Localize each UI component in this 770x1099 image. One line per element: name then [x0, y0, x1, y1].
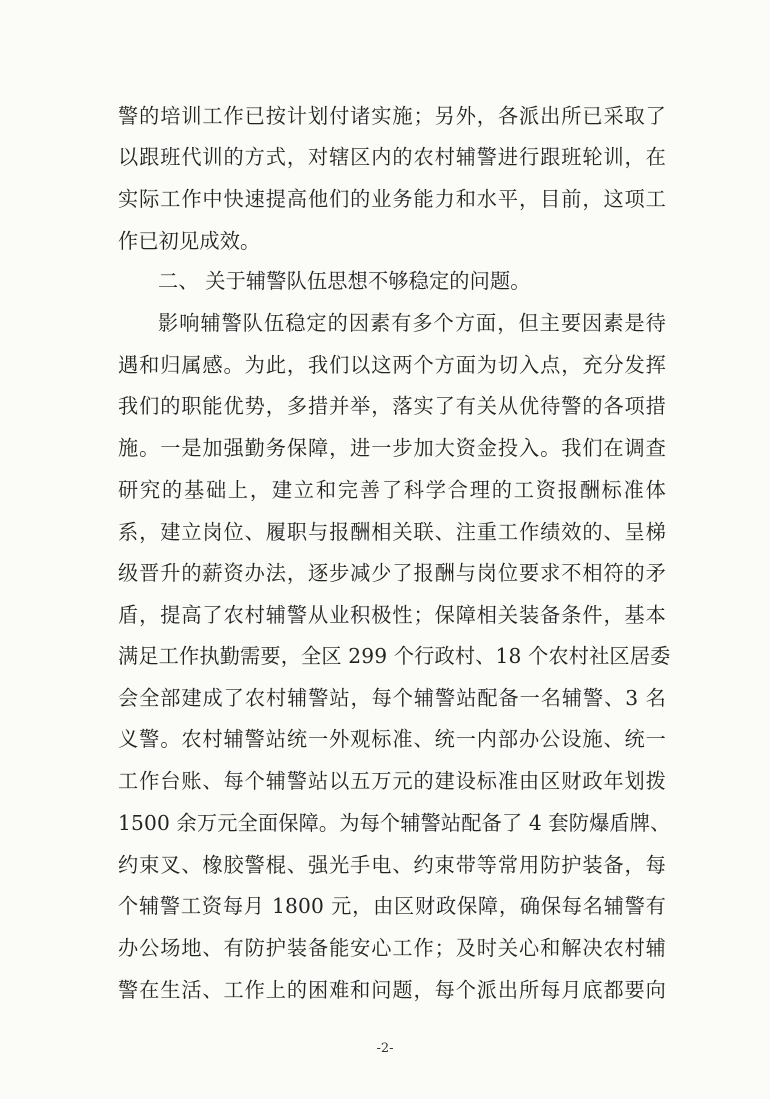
section-heading: 二、 关于辅警队伍思想不够稳定的问题。 — [158, 269, 531, 293]
paragraph-first-line: 影响辅警队伍稳定的因素有多个方面，但主要因素是待 — [158, 311, 666, 335]
body-text-line: 警的培训工作已按计划付诸实施；另外，各派出所已采取了 — [118, 104, 666, 128]
body-text-line: 会全部建成了农村辅警站，每个辅警站配备一名辅警、3 名 — [118, 686, 666, 710]
body-text-line: 办公场地、有防护装备能安心工作；及时关心和解决农村辅 — [118, 936, 666, 960]
body-text-line: 研究的基础上，建立和完善了科学合理的工资报酬标准体 — [118, 478, 666, 502]
body-text-line: 遇和归属感。为此，我们以这两个方面为切入点，充分发挥 — [118, 353, 666, 377]
body-text-line: 工作台账、每个辅警站以五万元的建设标准由区财政年划拨 — [118, 769, 666, 793]
body-text-line: 作已初见成效。 — [118, 229, 261, 253]
body-text-line: 满足工作执勤需要，全区 299 个行政村、18 个农村社区居委 — [118, 644, 671, 668]
body-text-line: 施。一是加强勤务保障，进一步加大资金投入。我们在调查 — [118, 436, 666, 460]
body-text-line: 级晋升的薪资办法，逐步减少了报酬与岗位要求不相符的矛 — [118, 561, 666, 585]
body-text-line: 以跟班代训的方式，对辖区内的农村辅警进行跟班轮训，在 — [118, 145, 666, 169]
body-text-line: 实际工作中快速提高他们的业务能力和水平，目前，这项工 — [118, 187, 666, 211]
body-text-line: 盾，提高了农村辅警从业积极性；保障相关装备条件，基本 — [118, 603, 666, 627]
body-text-line: 警在生活、工作上的困难和问题，每个派出所每月底都要向 — [118, 978, 666, 1002]
body-text-line: 我们的职能优势，多措并举，落实了有关从优待警的各项措 — [118, 394, 666, 418]
body-text-line: 个辅警工资每月 1800 元，由区财政保障，确保每名辅警有 — [118, 894, 666, 918]
body-text-line: 约束叉、橡胶警棍、强光手电、约束带等常用防护装备，每 — [118, 853, 666, 877]
body-text-line: 系，建立岗位、履职与报酬相关联、注重工作绩效的、呈梯 — [118, 520, 666, 544]
page-number: -2- — [376, 1041, 394, 1056]
body-text-line: 1500 余万元全面保障。为每个辅警站配备了 4 套防爆盾牌、 — [118, 811, 671, 835]
body-text-line: 义警。农村辅警站统一外观标准、统一内部办公设施、统一 — [118, 727, 666, 751]
